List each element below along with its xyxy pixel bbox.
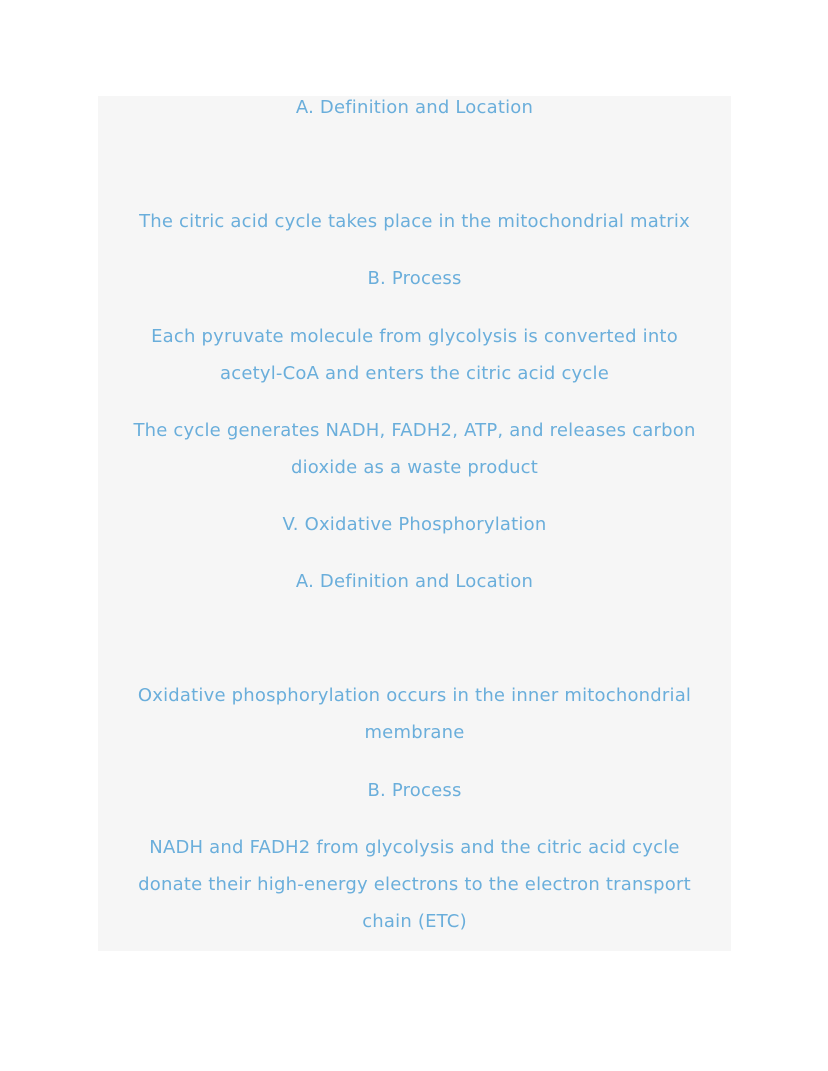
subheading-process: B. Process (367, 268, 462, 289)
heading-oxidative-phosphorylation: V. Oxidative Phosphorylation (282, 514, 547, 535)
paragraph-oxidative-location-line-1: Oxidative phosphorylation occurs in the inner mitochondrial (137, 685, 692, 706)
subheading-definition-location: A. Definition and Location (295, 97, 534, 118)
paragraph-pyruvate-line-1: Each pyruvate molecule from glycolysis is converted into (151, 326, 678, 347)
paragraph-cycle-generates-line-2: dioxide as a waste product (290, 457, 539, 478)
paragraph-oxidative-location-line-2: membrane (364, 722, 465, 743)
paragraph-etc-line-2: donate their high-energy electrons to the electron transport (138, 874, 691, 895)
subheading-definition-location: A. Definition and Location (295, 571, 534, 592)
subheading-process: B. Process (367, 780, 462, 801)
paragraph-cycle-generates-line-1: The cycle generates NADH, FADH2, ATP, and releases carbon (133, 420, 696, 441)
paragraph-etc-line-3: chain (ETC) (362, 911, 467, 932)
paragraph-pyruvate-line-2: acetyl-CoA and enters the citric acid cycle (220, 363, 609, 384)
paragraph-etc-line-1: NADH and FADH2 from glycolysis and the citric acid cycle (149, 837, 680, 858)
paragraph-citric-acid-location: The citric acid cycle takes place in the mitochondrial matrix (139, 211, 690, 232)
